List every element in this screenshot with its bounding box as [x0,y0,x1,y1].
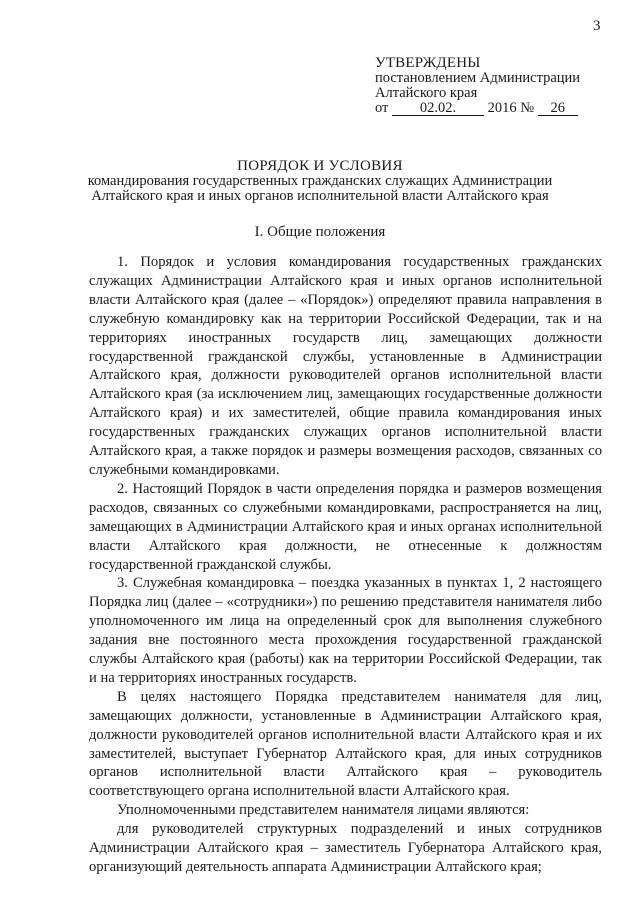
approval-line-2: Алтайского края [375,85,478,101]
document-subtitle-line-2: Алтайского края и иных органов исполнительной власти Алтайского края [91,188,549,204]
section-heading: I. Общие положения [254,224,386,240]
approval-from-label: от [375,100,389,116]
approval-number: 26 [538,102,578,116]
document-body [89,253,602,877]
document-title-block [0,159,640,204]
approval-date: 02.02. [392,102,484,116]
paragraph-6: для руководителей структурных подразделений и иных сотрудников Администрации Алтайского края – заместитель Губернатора Алтайского края, организующий деятельность аппарата Администрации Алтайского края; [89,821,602,875]
paragraph-5: Уполномоченными представителем нанимателя лицами являются: [117,802,530,819]
approval-year: 2016 [487,100,517,116]
approval-block [375,56,580,116]
approval-number-label: № [520,100,535,116]
page-number: 3 [593,18,601,34]
document-title: ПОРЯДОК И УСЛОВИЯ [237,158,403,174]
paragraph-1: 1. Порядок и условия командирования государственных гражданских служащих Администрации Алтайского края и иных органов исполнительной власти Алтайского края (далее – «Порядок») определяют правила направления в служебную командировку как на территории Российской Федерации, так и на территориях иностранных государств лиц, замещающих должности государственной гражданской службы, установленные в Администрации Алтайского края, должности руководителей органов исполнительной власти Алтайского края (за исключением лиц, замещающих государственные должности Алтайского края) и их заместителей, общие правила командирования иных государственных гражданских служащих органов исполнительной власти Алтайского края, а также порядок и размеры возмещения расходов, связанных со служебными командировками. [89,254,602,478]
paragraph-4: В целях настоящего Порядка представителем нанимателя для лиц, замещающих должности, установленные в Администрации Алтайского края, должности руководителей органов исполнительной власти Алтайского края и их заместителей, выступает Губернатор Алтайского края, для иных сотрудников органов исполнительной власти Алтайского края – руководитель соответствующего органа исполнительной власти Алтайского края. [89,688,602,800]
approval-date-line [375,101,580,116]
document-subtitle-line-1: командирования государственных гражданских служащих Администрации [87,173,553,189]
paragraph-3: 3. Служебная командировка – поездка указанных в пунктах 1, 2 настоящего Порядка лиц (далее – «сотрудники») по решению представителя нанимателя либо уполномоченного им лица на определенный срок для выполнения служебного задания вне постоянного места прохождения государственной гражданской службы Алтайского края (работы) как на территории Российской Федерации, так и на территориях иностранных государств. [89,575,602,686]
paragraph-2: 2. Настоящий Порядок в части определения порядка и размеров возмещения расходов, связанных со служебными командировками, распространяется на лиц, замещающих в Администрации Алтайского края и иных органах исполнительной власти Алтайского края должности, не отнесенные к должностям государственной гражданской службы. [89,480,602,573]
approval-title: УТВЕРЖДЕНЫ [375,55,481,71]
approval-line-1: постановлением Администрации [375,70,581,86]
